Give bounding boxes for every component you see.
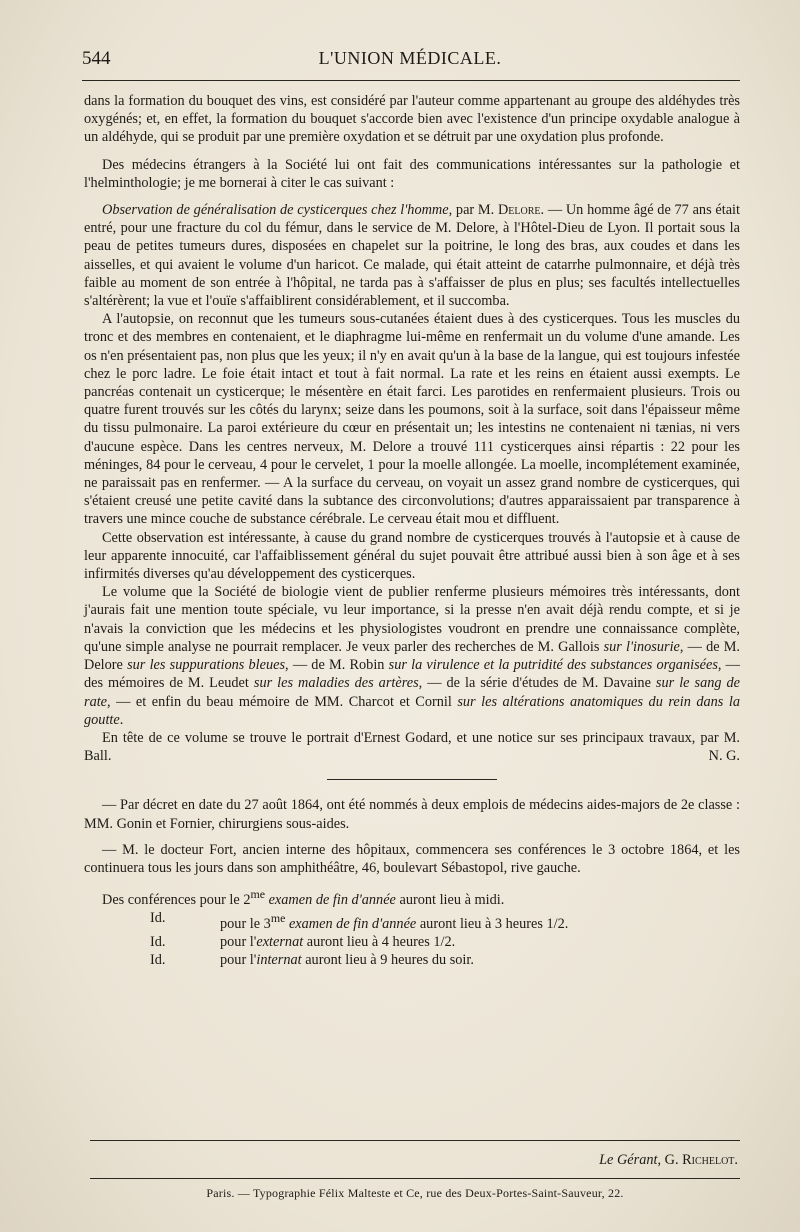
conference-row: Id. pour l'internat auront lieu à 9 heures du soir. [150, 952, 474, 969]
news-decree: — Par décret en date du 27 août 1864, ont été nommés à deux emplois de médecins aides-majors de 2e classe : MM. Gonin et Fornier, chirurgiens sous-aides. [84, 797, 740, 832]
running-title: L'UNION MÉDICALE. [318, 48, 502, 68]
conference-intro: Des conférences pour le $2^{me}$ examen de fin d'année auront lieu à midi. [102, 887, 505, 908]
gerant-signature: Le Gérant, G. Richelot. [599, 1152, 738, 1168]
section-divider [327, 779, 497, 780]
header-rule [82, 80, 740, 81]
footer-rule-top [90, 1140, 740, 1141]
signature: N. G. [708, 748, 740, 765]
paragraph-intro: Des médecins étrangers à la Société lui ont fait des communications intéressantes sur la pathologie et l'helminthologie; je me bornerai à citer le cas suivant : [84, 156, 740, 191]
paragraph-portrait: En tête de ce volume se trouve le portrait d'Ernest Godard, et une notice sur ses principaux travaux, par M. Ball. N. G. [84, 729, 740, 765]
paragraph-observation: Observation de généralisation de cysticerques chez l'homme, par M. Delore. — Un homme âgé de 77 ans était entré, pour une fracture du col du fémur, dans le service de M. Delore, à l'Hôtel-Dieu de Lyon. Il portait sous la peau de petites tumeurs dures, disposées en chapelet sur la poitrine, le long des bras, aux coudes et dans les aisselles, et qui avaient le volume d'un haricot. Ce malade, qui était atteint de catarrhe pulmonnaire, et déjà très faible au moment de son entrée à l'hôpital, ne tarda pas à s'affaisser de plus en plus; ses facultés intellectuelles s'altérèrent; la vue et l'ouïe s'affaiblirent considérablement, et il succomba. [84, 202, 740, 310]
paragraph-volume: Le volume que la Société de biologie vient de publier renferme plusieurs mémoires très intéressants, dont j'aurais fait une mention toute spéciale, vu leur importance, si la presse n'en avait déjà rendu compte, et si je n'avais la conviction que les médecins et les physiologistes voudront en prendre une connaissance complète, qu'une simple analyse ne pourrait remplacer. Je veux parler des recherches de M. Gallois sur l'inosurie, — de M. Delore sur les suppurations bleues, — de M. Robin sur la virulence et la putridité des substances organisées, — des mémoires de M. Leudet sur les maladies des artères, — de la série d'études de M. Davaine sur le sang de rate, — et enfin du beau mémoire de MM. Charcot et Cornil sur les altérations anatomiques du rein dans la goutte. [84, 584, 741, 728]
conference-row: Id. pour le $3^{me}$ examen de fin d'année auront lieu à 3 heures 1/2. [150, 910, 569, 932]
footer-rule-bottom [90, 1178, 740, 1179]
news-conferences: — M. le docteur Fort, ancien interne des hôpitaux, commencera ses conférences le 3 octobre 1864, et les continuera tous les jours dans son amphithéâtre, 46, boulevart Sébastopol, rive gauche. [84, 841, 740, 876]
paragraph-bouquet: dans la formation du bouquet des vins, est considéré par l'auteur comme appartenant au groupe des aldéhydes très oxygénés; et, en effet, la formation du bouquet s'accorde bien avec l'existence d'un principe oxydable analogue à un aldéhyde, qui se produit par une première oxydation et se détruit par une oxydation plus profonde. [84, 93, 740, 146]
page-number: 544 [82, 48, 111, 69]
article-body [84, 92, 740, 969]
printer-imprint: Paris. — Typographie Félix Malteste et Ce, rue des Deux-Portes-Saint-Sauveur, 22. [206, 1186, 624, 1200]
observation-title: Observation de généralisation de cysticerques chez l'homme, [102, 202, 453, 219]
observation-author: Delore [497, 202, 541, 219]
paragraph-interest: Cette observation est intéressante, à cause du grand nombre de cysticerques trouvés à l'autopsie et à cause de leur apparente innocuité, car l'affaiblissement général du sujet pouvait être attribué aussi bien à son âge et à ses infirmités diverses qu'au développement des cysticerques. [84, 529, 740, 583]
paragraph-autopsy: A l'autopsie, on reconnut que les tumeurs sous-cutanées étaient dues à des cysticerques. Tous les muscles du tronc et des membres en contenaient, et le diaphragme lui-même en renfermait un du volume d'une amande. Les os n'en présentaient pas, non plus que les yeux; il n'y en avait qu'un à la base de la langue, qui est toujours infestée chez le porc ladre. Le foie était intact et tout à fait normal. La rate et les reins en étaient aussi exempts. Le pancréas contenait un cysticerque; le mésentère en était farci. Les parotides en renfermaient plusieurs. Trois ou quatre furent trouvés sur les côtés du larynx; seize dans les poumons, soit à la surface, soit dans l'épaisseur même du tissu pulmonaire. La paroi extérieure du cœur en présentait un; les intestins ne contenaient ni tænias, ni vers d'aucune espèce. Dans les centres nerveux, M. Delore a trouvé 111 cysticerques ainsi répartis : 22 pour les méninges, 84 pour le cerveau, 4 pour le cervelet, 1 pour la moelle allongée. La moelle, incomplétement examinée, ne paraissait pas en renfermer. — A la surface du cerveau, on voyait un assez grand nombre de cysticerques, qui s'étaient creusé une petite cavité dans la subtance des circonvolutions; d'autres apparaissaient par transparence à travers une mince couche de substance cérébrale. Le cerveau était mou et diffluent. [84, 311, 740, 528]
page-header [82, 44, 738, 74]
conference-row: Id. pour l'externat auront lieu à 4 heures 1/2. [150, 934, 456, 951]
